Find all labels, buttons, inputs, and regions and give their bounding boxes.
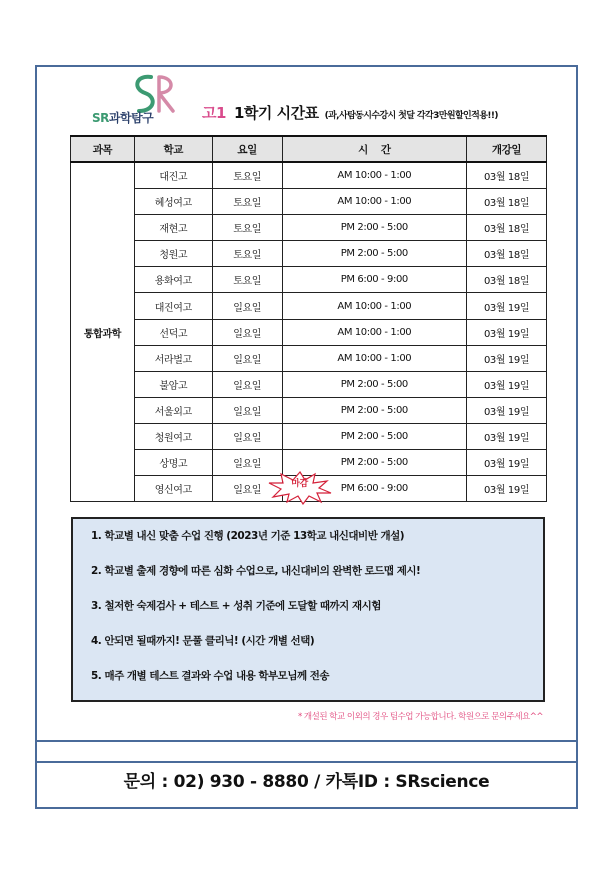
start-cell: 03월 19일	[467, 345, 547, 371]
header-start: 개강일	[467, 136, 547, 162]
school-cell: 용화여고	[134, 267, 212, 293]
school-cell: 대진여고	[134, 293, 212, 319]
day-cell: 일요일	[212, 476, 282, 502]
start-cell: 03월 19일	[467, 450, 547, 476]
day-cell: 토요일	[212, 162, 282, 189]
table-row	[71, 423, 547, 449]
time-cell-closed	[282, 476, 467, 502]
contact-info: 문의 : 02) 930 - 8880 / 카톡ID : SRscience	[123, 772, 490, 792]
features-box	[71, 517, 545, 702]
table-row	[71, 162, 547, 189]
start-cell: 03월 18일	[467, 215, 547, 241]
school-cell: 혜성여고	[134, 189, 212, 215]
flyer-frame	[35, 65, 578, 809]
school-cell: 청원고	[134, 241, 212, 267]
table-row	[71, 319, 547, 345]
divider	[37, 740, 576, 742]
table-row	[71, 345, 547, 371]
school-cell: 재현고	[134, 215, 212, 241]
day-cell: 일요일	[212, 450, 282, 476]
day-cell: 일요일	[212, 319, 282, 345]
day-cell: 토요일	[212, 267, 282, 293]
start-cell: 03월 19일	[467, 371, 547, 397]
start-cell: 03월 18일	[467, 162, 547, 189]
school-cell: 불암고	[134, 371, 212, 397]
day-cell: 토요일	[212, 241, 282, 267]
feature-item: 1. 학교별 내신 맞춤 수업 진행 (2023년 기준 13학교 내신대비반 개설)	[91, 530, 405, 542]
table-row	[71, 371, 547, 397]
day-cell: 토요일	[212, 189, 282, 215]
school-cell: 영신여고	[134, 476, 212, 502]
school-cell: 서울외고	[134, 397, 212, 423]
day-cell: 일요일	[212, 397, 282, 423]
school-cell: 대진고	[134, 162, 212, 189]
time-cell: PM 2:00 - 5:00	[282, 371, 467, 397]
table-row	[71, 476, 547, 502]
title-main: 1학기 시간표	[233, 104, 319, 122]
feature-item: 3. 철저한 숙제검사 + 테스트 + 성취 기준에 도달할 때까지 재시험	[91, 600, 381, 612]
time-cell: PM 2:00 - 5:00	[282, 450, 467, 476]
time-cell: PM 2:00 - 5:00	[282, 241, 467, 267]
brand-prefix: SR	[92, 111, 109, 125]
start-cell: 03월 19일	[467, 319, 547, 345]
page-title	[202, 102, 498, 123]
start-cell: 03월 19일	[467, 397, 547, 423]
day-cell: 토요일	[212, 215, 282, 241]
start-cell: 03월 19일	[467, 423, 547, 449]
day-cell: 일요일	[212, 345, 282, 371]
subject-cell: 통합과학	[71, 162, 135, 502]
feature-item: 5. 매주 개별 테스트 결과와 수업 내용 학부모님께 전송	[91, 670, 330, 682]
discount-note: (과,사탐동시수강시 첫달 각각3만원할인적용!!)	[324, 111, 498, 121]
footnote: * 개설된 학교 이외의 경우 팀수업 가능합니다. 학원으로 문의주세요^^	[297, 712, 543, 722]
header-subject: 과목	[71, 136, 135, 162]
time-cell: PM 2:00 - 5:00	[282, 215, 467, 241]
feature-item: 2. 학교별 출제 경향에 따른 심화 수업으로, 내신대비의 완벽한 로드맵 제시!	[91, 565, 421, 577]
table-header-row	[71, 136, 547, 162]
start-cell: 03월 19일	[467, 476, 547, 502]
table-row	[71, 293, 547, 319]
brand-name	[92, 109, 153, 126]
day-cell: 일요일	[212, 293, 282, 319]
closed-badge	[267, 471, 333, 505]
school-cell: 선덕고	[134, 319, 212, 345]
school-cell: 상명고	[134, 450, 212, 476]
brand-suffix: 과학탐구	[108, 111, 154, 125]
start-cell: 03월 19일	[467, 293, 547, 319]
day-cell: 일요일	[212, 423, 282, 449]
time-text: PM 6:00 - 9:00	[340, 483, 408, 495]
feature-item: 4. 안되면 될때까지! 문풀 클리닉! (시간 개별 선택)	[91, 635, 315, 647]
start-cell: 03월 18일	[467, 267, 547, 293]
header-school: 학교	[134, 136, 212, 162]
start-cell: 03월 18일	[467, 241, 547, 267]
table-row	[71, 189, 547, 215]
time-cell: AM 10:00 - 1:00	[282, 293, 467, 319]
time-cell: PM 6:00 - 9:00	[282, 267, 467, 293]
closed-label: 마감	[291, 479, 308, 490]
day-cell: 일요일	[212, 371, 282, 397]
table-row	[71, 241, 547, 267]
header-time: 시 간	[282, 136, 467, 162]
time-cell: AM 10:00 - 1:00	[282, 162, 467, 189]
school-cell: 청원여고	[134, 423, 212, 449]
school-cell: 서라벌고	[134, 345, 212, 371]
table-row	[71, 397, 547, 423]
time-cell: PM 2:00 - 5:00	[282, 423, 467, 449]
time-cell: AM 10:00 - 1:00	[282, 189, 467, 215]
table-row	[71, 215, 547, 241]
schedule-table	[70, 135, 547, 502]
time-cell: PM 2:00 - 5:00	[282, 397, 467, 423]
time-cell: AM 10:00 - 1:00	[282, 319, 467, 345]
divider	[37, 761, 576, 763]
start-cell: 03월 18일	[467, 189, 547, 215]
header-day: 요일	[212, 136, 282, 162]
table-row	[71, 267, 547, 293]
grade-label: 고1	[202, 104, 226, 122]
time-cell: AM 10:00 - 1:00	[282, 345, 467, 371]
